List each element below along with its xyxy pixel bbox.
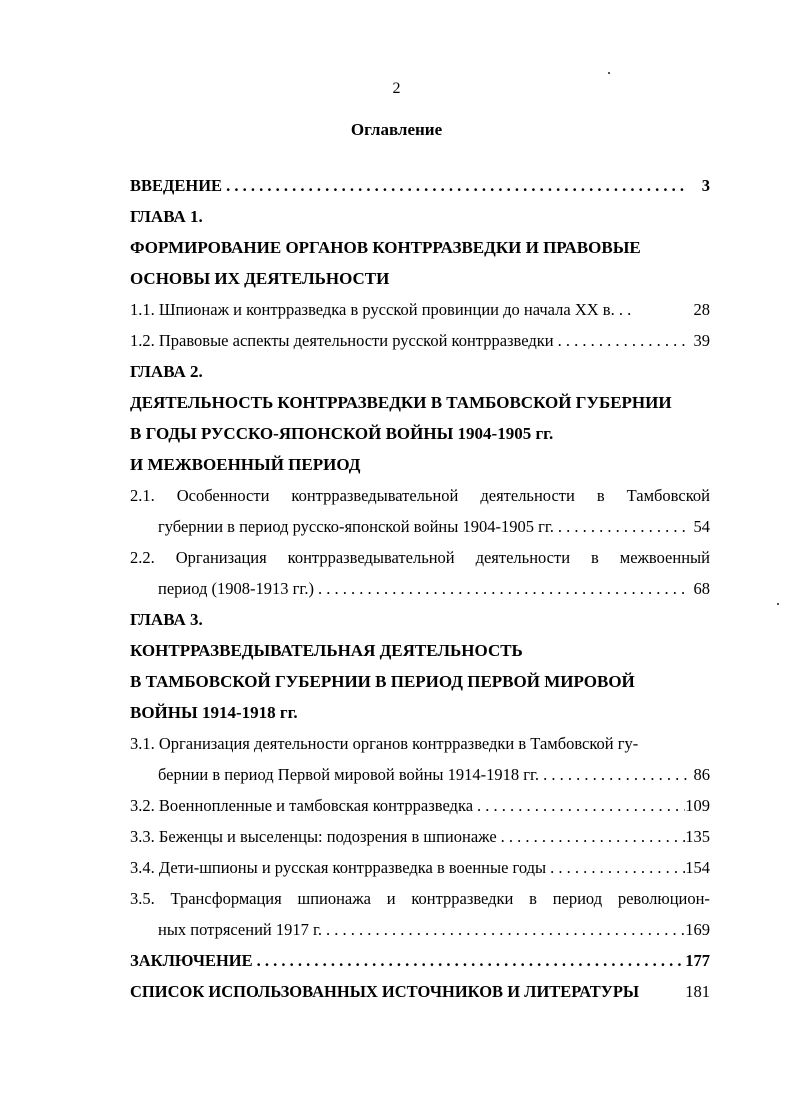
- toc-entry-label: ЗАКЛЮЧЕНИЕ: [130, 951, 253, 970]
- toc-word: Организация: [175, 548, 267, 567]
- toc-entry-3-3[interactable]: [130, 821, 710, 852]
- toc-word: деятельности: [480, 486, 575, 505]
- page-title: Оглавление: [350, 120, 443, 139]
- toc-word: межвоенный: [619, 548, 710, 567]
- toc-entry-2-2-cont[interactable]: [130, 573, 710, 604]
- toc-word: шпионажа: [297, 889, 371, 908]
- toc-page-number: 109: [685, 796, 710, 815]
- toc-entry-2-1[interactable]: [130, 480, 710, 511]
- toc-word: революцион-: [617, 889, 710, 908]
- chapter-3-title: ВОЙНЫ 1914-1918 гг.: [130, 703, 298, 722]
- toc-page-number: 169: [685, 920, 710, 939]
- toc-entry-label: бернии в период Первой мировой войны 1914-1918 гг.: [158, 765, 540, 784]
- chapter-3-heading: ГЛАВА 3.: [130, 610, 203, 629]
- toc-word: Тамбовской: [626, 486, 710, 505]
- table-of-contents: [130, 170, 710, 1007]
- dot-leader: [473, 790, 685, 821]
- toc-entry-label: губернии в период русско-японской войны 1904-1905 гг.: [158, 517, 554, 536]
- chapter-1-heading: ГЛАВА 1.: [130, 207, 203, 226]
- toc-word: 2.2.: [130, 548, 155, 567]
- toc-entry-2-2[interactable]: [130, 542, 710, 573]
- toc-entry-3-1[interactable]: [130, 728, 710, 759]
- toc-entry-3-4[interactable]: [130, 852, 710, 883]
- chapter-2-title: ДЕЯТЕЛЬНОСТЬ КОНТРРАЗВЕДКИ В ТАМБОВСКОЙ ГУБЕРНИИ: [130, 393, 672, 412]
- toc-page-number: 154: [685, 858, 710, 877]
- toc-page-number: 181: [685, 982, 710, 1001]
- dot-leader: [554, 511, 688, 542]
- toc-entry-label: ных потрясений 1917 г.: [158, 920, 323, 939]
- toc-entry-sources[interactable]: [130, 976, 710, 1007]
- chapter-2-title: В ГОДЫ РУССКО-ЯПОНСКОЙ ВОЙНЫ 1904-1905 гг.: [130, 424, 554, 443]
- dot-leader: [497, 821, 686, 852]
- toc-entry-label: 1.2. Правовые аспекты деятельности русской контрразведки: [130, 331, 554, 350]
- dot-leader: [314, 573, 688, 604]
- toc-entry-1-2[interactable]: [130, 325, 710, 356]
- dot-leader: [554, 325, 688, 356]
- toc-page-number: 28: [693, 300, 710, 319]
- toc-word: в: [529, 889, 537, 908]
- toc-page-number: 68: [693, 579, 710, 598]
- toc-entry-2-1-cont[interactable]: [130, 511, 710, 542]
- chapter-3-title: КОНТРРАЗВЕДЫВАТЕЛЬНАЯ ДЕЯТЕЛЬНОСТЬ: [130, 641, 523, 660]
- toc-word: период: [552, 889, 603, 908]
- toc-word: деятельности: [475, 548, 571, 567]
- toc-entry-intro[interactable]: [130, 170, 710, 201]
- chapter-2-heading: ГЛАВА 2.: [130, 362, 203, 381]
- chapter-1-title: ОСНОВЫ ИХ ДЕЯТЕЛЬНОСТИ: [130, 269, 390, 288]
- toc-entry-label: 1.1. Шпионаж и контрразведка в русской провинции до начала ХХ в. . .: [130, 300, 632, 319]
- toc-entry-label: 3.1. Организация деятельности органов контрразведки в Тамбовской гу-: [130, 734, 639, 753]
- dot-leader: [222, 170, 688, 201]
- toc-word: контрразведки: [411, 889, 514, 908]
- scan-speck: [608, 72, 610, 74]
- toc-entry-1-1[interactable]: [130, 294, 710, 325]
- toc-page-number: 135: [685, 827, 710, 846]
- toc-word: контрразведывательной: [287, 548, 455, 567]
- toc-word: в: [591, 548, 599, 567]
- toc-word: 3.5.: [130, 889, 155, 908]
- chapter-3-title: В ТАМБОВСКОЙ ГУБЕРНИИ В ПЕРИОД ПЕРВОЙ МИРОВОЙ: [130, 672, 635, 691]
- toc-page-number: 54: [693, 517, 710, 536]
- toc-word: Трансформация: [170, 889, 282, 908]
- toc-entry-conclusion[interactable]: [130, 945, 710, 976]
- toc-page-number: 177: [685, 951, 710, 970]
- toc-word: Особенности: [176, 486, 270, 505]
- toc-entry-3-2[interactable]: [130, 790, 710, 821]
- toc-page-number: 86: [693, 765, 710, 784]
- toc-page-number: 39: [693, 331, 710, 350]
- toc-entry-label: период (1908-1913 гг.): [158, 579, 314, 598]
- toc-entry-label: 3.4. Дети-шпионы и русская контрразведка в военные годы: [130, 858, 547, 877]
- toc-word: в: [596, 486, 605, 505]
- toc-word: 2.1.: [130, 486, 155, 505]
- toc-entry-label: 3.3. Беженцы и выселенцы: подозрения в шпионаже: [130, 827, 497, 846]
- toc-entry-3-5[interactable]: [130, 883, 710, 914]
- scan-speck: [777, 603, 779, 605]
- toc-entry-3-5-cont[interactable]: [130, 914, 710, 945]
- page-number: 2: [392, 80, 401, 97]
- dot-leader: [546, 852, 685, 883]
- toc-word: контрразведывательной: [291, 486, 459, 505]
- chapter-2-title: И МЕЖВОЕННЫЙ ПЕРИОД: [130, 455, 361, 474]
- toc-page-number: 3: [701, 176, 710, 195]
- toc-entry-label: СПИСОК ИСПОЛЬЗОВАННЫХ ИСТОЧНИКОВ И ЛИТЕРАТУРЫ: [130, 982, 640, 1001]
- dot-leader: [253, 945, 686, 976]
- chapter-1-title: ФОРМИРОВАНИЕ ОРГАНОВ КОНТРРАЗВЕДКИ И ПРАВОВЫЕ: [130, 238, 641, 257]
- dot-leader: [539, 759, 688, 790]
- toc-entry-label: ВВЕДЕНИЕ: [130, 176, 223, 195]
- toc-entry-3-1-cont[interactable]: [130, 759, 710, 790]
- toc-entry-label: 3.2. Военнопленные и тамбовская контрразведка: [130, 796, 474, 815]
- dot-leader: [322, 914, 685, 945]
- toc-word: и: [386, 889, 396, 908]
